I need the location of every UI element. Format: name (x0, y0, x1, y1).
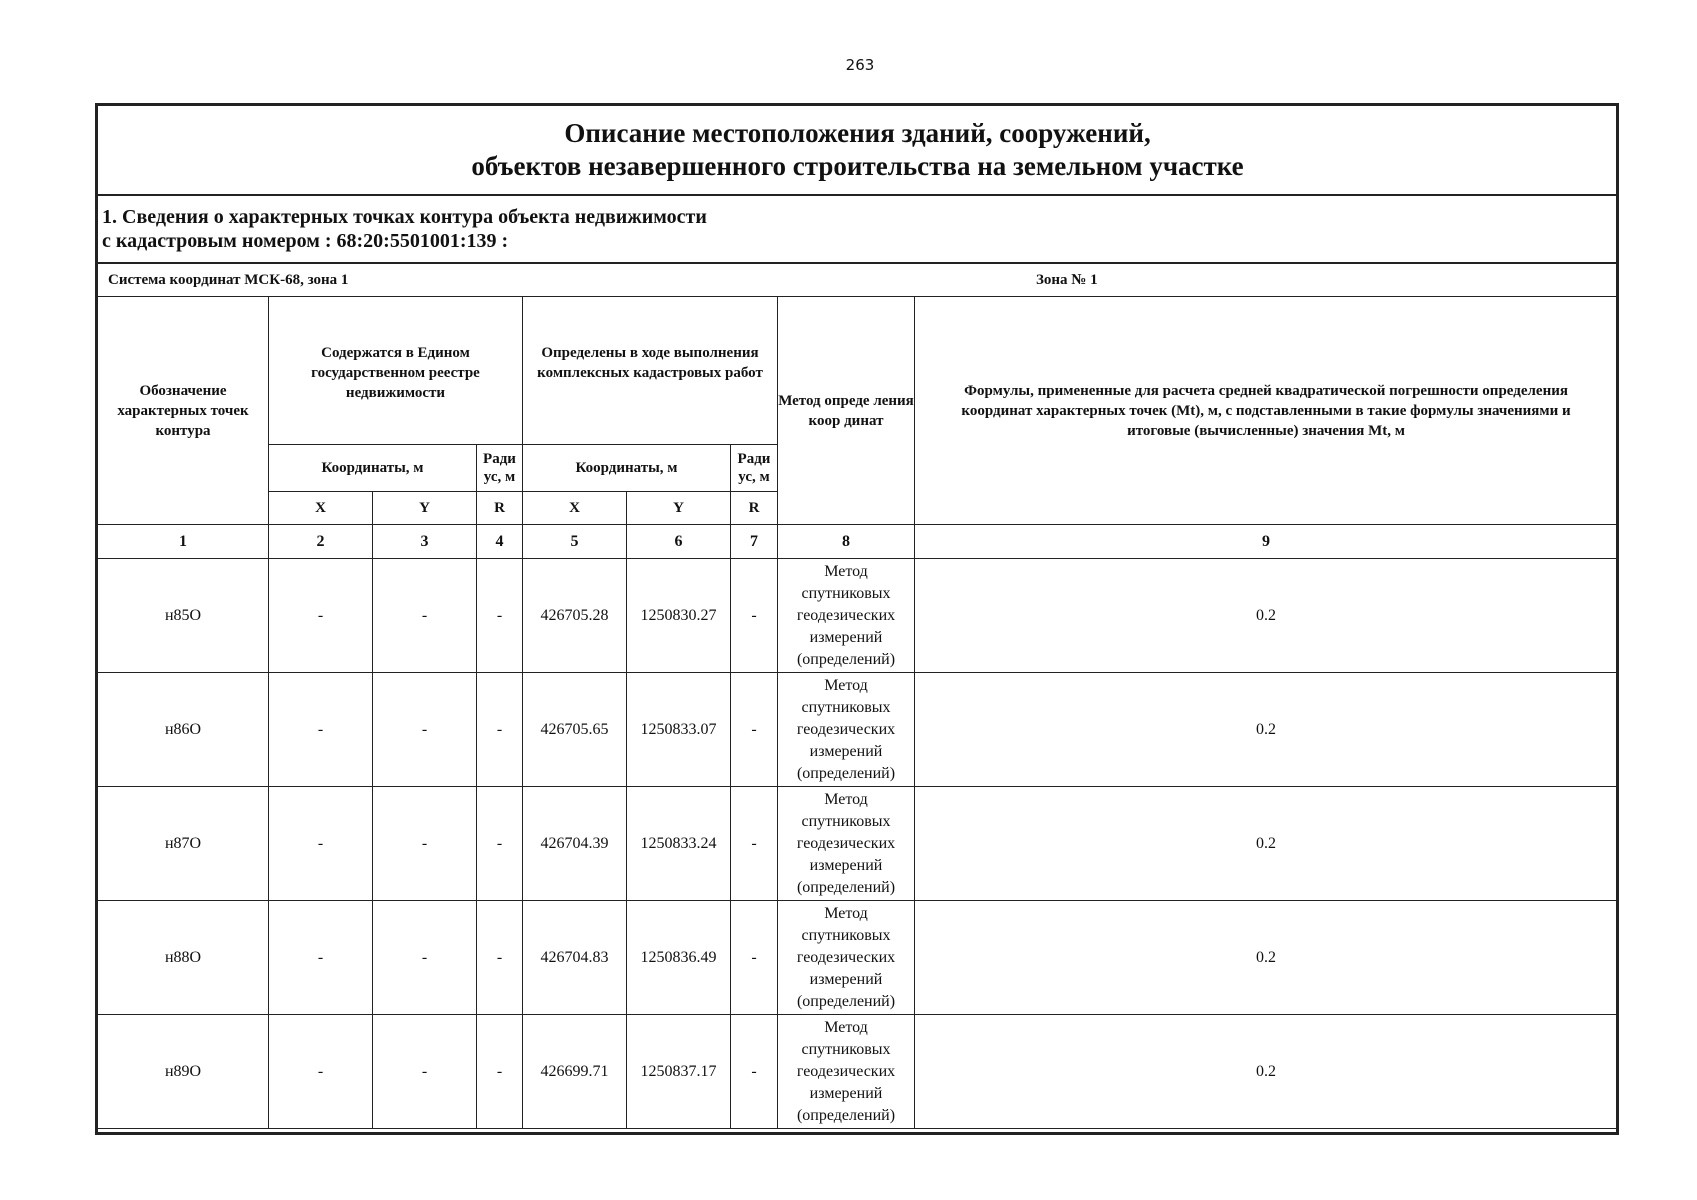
mt-value: 0.2 (915, 559, 1618, 673)
egrn-radius: - (477, 901, 523, 1015)
header-egrn-x: X (269, 492, 373, 525)
document-title (98, 106, 1618, 196)
egrn-x: - (269, 673, 373, 787)
section-line-1: 1. Сведения о характерных точках контура объекта недвижимости (102, 206, 707, 228)
header-determined: Определены в ходе выполнения комплексных кадастровых работ (523, 297, 778, 445)
column-number: 1 (98, 525, 269, 559)
egrn-y: - (373, 787, 477, 901)
column-number: 3 (373, 525, 477, 559)
header-egrn-y: Y (373, 492, 477, 525)
radius: - (731, 673, 778, 787)
egrn-radius: - (477, 1015, 523, 1129)
point-designation: н88О (98, 901, 269, 1015)
egrn-y: - (373, 673, 477, 787)
mt-value: 0.2 (915, 901, 1618, 1015)
egrn-x: - (269, 1015, 373, 1129)
radius: - (731, 559, 778, 673)
table-row (98, 559, 1618, 673)
column-number-row (98, 525, 1618, 559)
table-row (98, 1015, 1618, 1129)
egrn-y: - (373, 901, 477, 1015)
column-number: 6 (627, 525, 731, 559)
egrn-y: - (373, 559, 477, 673)
coord-x: 426705.65 (523, 673, 627, 787)
coord-x: 426699.71 (523, 1015, 627, 1129)
egrn-x: - (269, 787, 373, 901)
zone-label: Зона № 1 (1036, 272, 1098, 288)
coord-x: 426704.83 (523, 901, 627, 1015)
egrn-y: - (373, 1015, 477, 1129)
column-number: 2 (269, 525, 373, 559)
method: Метод спутниковых геодезических измерений (определений) (778, 673, 915, 787)
table-row (98, 673, 1618, 787)
mt-value: 0.2 (915, 673, 1618, 787)
table-row (98, 787, 1618, 901)
egrn-radius: - (477, 559, 523, 673)
radius: - (731, 1015, 778, 1129)
coord-y: 1250836.49 (627, 901, 731, 1015)
header-formulas: Формулы, примененные для расчета средней квадратической погрешности определения координат характерных точек (Mt), м, с подставленными в такие формулы значениями и итоговые (вычисленные) значения Mt, м (915, 297, 1618, 525)
coordinate-system-label: Система координат МСК-68, зона 1 (108, 272, 349, 288)
point-designation: н87О (98, 787, 269, 901)
mt-value: 0.2 (915, 1015, 1618, 1129)
method: Метод спутниковых геодезических измерений (определений) (778, 787, 915, 901)
coord-x: 426705.28 (523, 559, 627, 673)
method: Метод спутниковых геодезических измерений (определений) (778, 1015, 915, 1129)
header-designation: Обозначение характерных точек контура (98, 297, 269, 525)
header-determined-radius: Ради ус, м (731, 445, 778, 492)
page-number: 263 (845, 56, 875, 74)
radius: - (731, 901, 778, 1015)
egrn-x: - (269, 901, 373, 1015)
coord-y: 1250833.07 (627, 673, 731, 787)
section-heading (98, 195, 1618, 263)
egrn-radius: - (477, 673, 523, 787)
radius: - (731, 787, 778, 901)
title-line-1: Описание местоположения зданий, сооружений, (564, 118, 1151, 148)
egrn-radius: - (477, 787, 523, 901)
coord-y: 1250837.17 (627, 1015, 731, 1129)
header-egrn-radius: Ради ус, м (477, 445, 523, 492)
coord-x: 426704.39 (523, 787, 627, 901)
coordinate-system-row (98, 263, 1618, 297)
title-line-2: объектов незавершенного строительства на земельном участке (471, 151, 1244, 181)
method: Метод спутниковых геодезических измерений (определений) (778, 559, 915, 673)
column-number: 7 (731, 525, 778, 559)
header-determined-y: Y (627, 492, 731, 525)
coordinates-table (97, 105, 1618, 1129)
egrn-x: - (269, 559, 373, 673)
section-line-2: с кадастровым номером : 68:20:5501001:139 : (102, 230, 509, 252)
table-row (98, 901, 1618, 1015)
point-designation: н86О (98, 673, 269, 787)
column-number: 8 (778, 525, 915, 559)
header-egrn-coords: Координаты, м (269, 445, 477, 492)
column-number: 4 (477, 525, 523, 559)
coord-y: 1250830.27 (627, 559, 731, 673)
header-egrn-r: R (477, 492, 523, 525)
header-egrn: Содержатся в Едином государственном реестре недвижимости (269, 297, 523, 445)
mt-value: 0.2 (915, 787, 1618, 901)
point-designation: н85О (98, 559, 269, 673)
method: Метод спутниковых геодезических измерений (определений) (778, 901, 915, 1015)
point-designation: н89О (98, 1015, 269, 1129)
header-determined-r: R (731, 492, 778, 525)
header-determined-coords: Координаты, м (523, 445, 731, 492)
header-method: Метод опреде ления коор динат (778, 297, 915, 525)
header-determined-x: X (523, 492, 627, 525)
column-number: 5 (523, 525, 627, 559)
coord-y: 1250833.24 (627, 787, 731, 901)
column-number: 9 (915, 525, 1618, 559)
